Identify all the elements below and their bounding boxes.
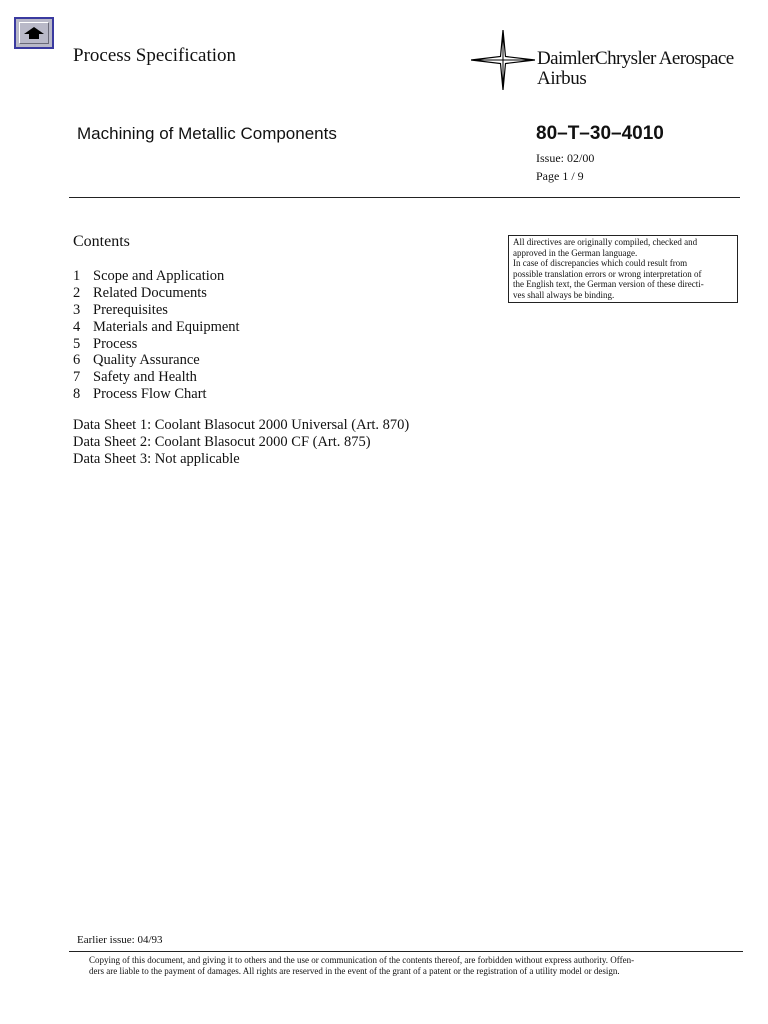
data-sheet-item: Data Sheet 2: Coolant Blasocut 2000 CF (Art. 875) <box>73 434 371 451</box>
toc-item <box>73 336 240 353</box>
toc-item <box>73 319 240 336</box>
toc-item <box>73 352 240 369</box>
toc-item-number: 7 <box>73 369 81 386</box>
toc-item-number: 5 <box>73 335 81 352</box>
document-type: Process Specification <box>73 45 237 66</box>
footer-divider <box>69 951 743 952</box>
table-of-contents <box>73 268 240 403</box>
home-button-face <box>19 22 49 44</box>
toc-item-label: Related Documents <box>93 284 207 301</box>
header-divider <box>69 197 740 198</box>
issue-date: Issue: 02/00 <box>536 151 595 165</box>
earlier-issue: Earlier issue: 04/93 <box>77 934 163 946</box>
home-button[interactable] <box>14 17 54 49</box>
toc-item-number: 4 <box>73 318 81 335</box>
document-title: Machining of Metallic Components <box>77 124 337 143</box>
toc-item <box>73 268 240 285</box>
notice-line: In case of discrepancies which could result from <box>513 258 688 268</box>
contents-heading: Contents <box>73 233 130 250</box>
company-division: Airbus <box>537 68 587 89</box>
toc-item <box>73 285 240 302</box>
data-sheet-list <box>73 417 409 469</box>
toc-item-label: Materials and Equipment <box>93 318 240 335</box>
up-arrow-icon <box>23 26 45 40</box>
copyright-line: Copying of this document, and giving it to others and the use or communication of the contents thereof, are forbidden without express authority. Offen- <box>89 955 635 965</box>
company-name: DaimlerChrysler Aerospace <box>537 48 734 69</box>
toc-item-label: Prerequisites <box>93 301 168 318</box>
notice-line: approved in the German language. <box>513 247 638 258</box>
notice-line: possible translation errors or wrong interpretation of <box>513 268 702 279</box>
toc-item <box>73 386 240 403</box>
copyright-notice <box>89 955 729 977</box>
toc-item-label: Scope and Application <box>93 268 225 284</box>
toc-item-number: 6 <box>73 352 81 369</box>
page-number: Page 1 / 9 <box>536 169 584 183</box>
toc-item-number: 1 <box>73 268 81 284</box>
notice-line: All directives are originally compiled, checked and <box>513 237 698 247</box>
data-sheet-item: Data Sheet 3: Not applicable <box>73 451 240 468</box>
language-notice-box <box>508 235 738 303</box>
company-logo <box>471 30 751 90</box>
toc-item <box>73 302 240 319</box>
copyright-line: ders are liable to the payment of damages. All rights are reserved in the event of the grant of a patent or the registration of a utility model or design. <box>89 966 620 976</box>
toc-item-number: 2 <box>73 284 81 301</box>
document-number: 80–T–30–4010 <box>536 123 664 144</box>
data-sheet-item: Data Sheet 1: Coolant Blasocut 2000 Universal (Art. 870) <box>73 417 410 433</box>
toc-item-label: Process <box>93 335 138 352</box>
toc-item <box>73 369 240 386</box>
toc-item-label: Quality Assurance <box>93 352 200 369</box>
notice-line: ves shall always be binding. <box>513 289 615 300</box>
notice-line: the English text, the German version of these directi- <box>513 279 704 289</box>
toc-item-number: 8 <box>73 386 81 403</box>
four-point-star-icon <box>471 30 535 90</box>
toc-item-label: Safety and Health <box>93 369 197 386</box>
toc-item-number: 3 <box>73 301 81 318</box>
toc-item-label: Process Flow Chart <box>93 386 207 403</box>
